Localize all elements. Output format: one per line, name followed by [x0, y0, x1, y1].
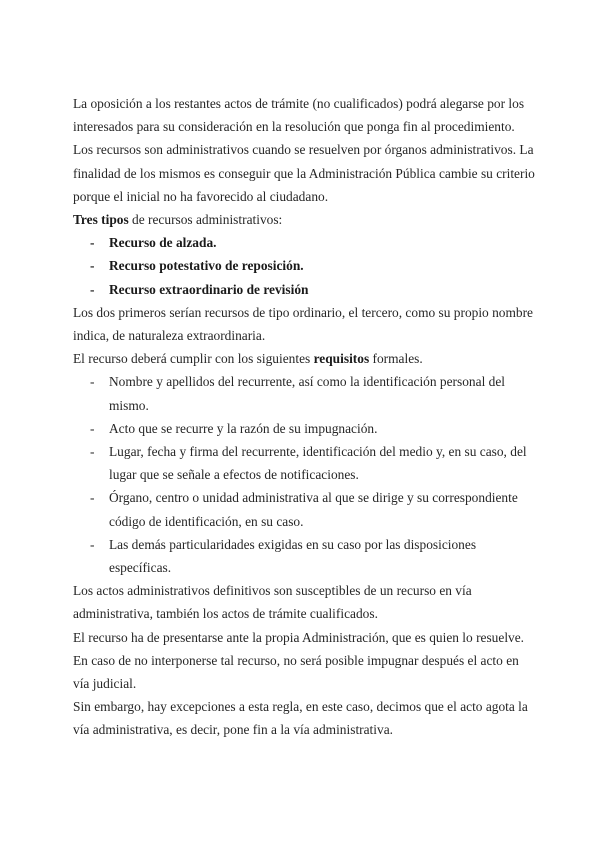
- list-item: - Lugar, fecha y firma del recurrente, identificación del medio y, en su caso, del lugar que se señale a efectos de notificaciones.: [73, 440, 538, 486]
- paragraph-recursos-definicion: Los recursos son administrativos cuando se resuelven por órganos administrativos. La finalidad de los mismos es conseguir que la Administración Pública cambie su criterio porque el inicial no ha favorecido al ciudadano.: [73, 142, 535, 204]
- bullet-dash: -: [90, 374, 95, 390]
- bullet-dash: -: [90, 258, 95, 274]
- tres-tipos-bold: Tres tipos: [73, 212, 129, 228]
- document-page: [73, 92, 538, 742]
- paragraph-ordinario-extraordinario: Los dos primeros serían recursos de tipo ordinario, el tercero, como su propio nombre indica, de naturaleza extraordinaria.: [73, 304, 533, 344]
- list-item: - Recurso de alzada.: [73, 231, 538, 254]
- requisitos-bold: requisitos: [313, 351, 370, 367]
- paragraph-tres-tipos: [73, 208, 538, 231]
- paragraph-excepciones: Sin embargo, hay excepciones a esta regla, en este caso, decimos que el acto agota la vía administrativa, es decir, pone fin a la vía administrativa.: [73, 699, 528, 738]
- bullet-dash: -: [90, 420, 95, 436]
- paragraph-requisitos: El recurso deberá cumplir con los siguientes requisitos formales.: [73, 351, 423, 367]
- paragraph-oposicion: La oposición a los restantes actos de trámite (no cualificados) podrá alegarse por los interesados para su consideración en la resolución que ponga fin al procedimiento.: [73, 96, 525, 135]
- bullet-dash: -: [90, 444, 95, 460]
- paragraph-actos-definitivos: Los actos administrativos definitivos son susceptibles de un recurso en vía administrativa, también los actos de trámite cualificados.: [73, 583, 472, 622]
- list-item: - Recurso extraordinario de revisión: [73, 278, 538, 301]
- list-item: - Acto que se recurre y la razón de su impugnación.: [73, 417, 538, 440]
- bullet-dash: -: [90, 235, 95, 251]
- paragraph-presentacion: El recurso ha de presentarse ante la propia Administración, que es quien lo resuelve. En caso de no interponerse tal recurso, no será posible impugnar después el acto en vía judicial.: [73, 629, 525, 692]
- bullet-dash: -: [90, 536, 95, 552]
- tres-tipos-rest: de recursos administrativos:: [128, 212, 283, 228]
- bullet-dash: -: [90, 281, 95, 297]
- requisitos-list: [73, 370, 538, 579]
- list-item: - Órgano, centro o unidad administrativa al que se dirige y su correspondiente código de identificación, en su caso.: [73, 486, 538, 532]
- recurso-types-list: [73, 231, 538, 301]
- list-item: - Recurso potestativo de reposición.: [73, 254, 538, 277]
- list-item: - Nombre y apellidos del recurrente, así como la identificación personal del mismo.: [73, 370, 538, 416]
- list-item: - Las demás particularidades exigidas en su caso por las disposiciones específicas.: [73, 533, 538, 579]
- bullet-dash: -: [90, 490, 95, 506]
